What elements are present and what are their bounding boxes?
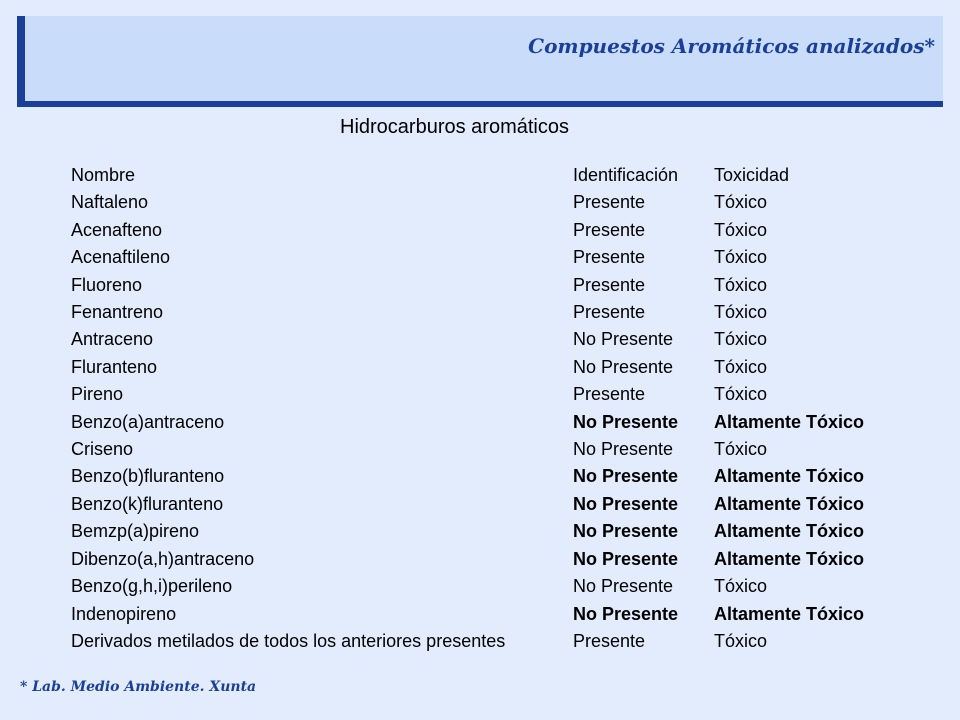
toxicity-cell: Tóxico: [714, 192, 768, 213]
identification-cell: No Presente: [573, 521, 679, 542]
column-header-toxicity: Toxicidad: [714, 165, 790, 185]
identification-cell: Presente: [573, 384, 646, 405]
compound-name-cell: Fluoreno: [71, 274, 143, 295]
toxicity-cell: Tóxico: [714, 439, 768, 460]
toxicity-cell: Altamente Tóxico: [714, 411, 865, 432]
table-row: [68, 409, 894, 436]
compound-name-cell: Fenantreno: [71, 302, 164, 323]
compound-name-cell: Indenopireno: [71, 603, 177, 624]
identification-cell: Presente: [573, 630, 646, 651]
toxicity-cell: Tóxico: [714, 384, 768, 405]
compound-name-cell: Acenafteno: [71, 219, 163, 240]
toxicity-cell: Tóxico: [714, 302, 768, 323]
header-banner: [17, 16, 943, 107]
section-subtitle: Hidrocarburos aromáticos: [340, 116, 569, 138]
toxicity-cell: Altamente Tóxico: [714, 466, 865, 487]
table-row: [68, 518, 894, 545]
column-header-identification: Identificación: [573, 165, 679, 185]
identification-cell: No Presente: [573, 329, 674, 350]
table-row: [68, 217, 894, 244]
identification-cell: No Presente: [573, 493, 679, 514]
identification-cell: No Presente: [573, 439, 674, 460]
toxicity-cell: Altamente Tóxico: [714, 548, 865, 569]
toxicity-cell: Tóxico: [714, 356, 768, 377]
compound-name-cell: Criseno: [71, 439, 134, 460]
compound-name-cell: Benzo(k)fluranteno: [71, 493, 224, 514]
table-row: [68, 436, 894, 463]
table-row: [68, 272, 894, 299]
compound-name-cell: Derivados metilados de todos los anteriores presentes: [71, 630, 506, 651]
identification-cell: No Presente: [573, 411, 679, 432]
table-row: [68, 299, 894, 326]
table-row: [68, 601, 894, 628]
compound-name-cell: Dibenzo(a,h)antraceno: [71, 548, 255, 569]
table-row: [68, 326, 894, 353]
toxicity-cell: Altamente Tóxico: [714, 493, 865, 514]
compound-name-cell: Fluranteno: [71, 356, 158, 377]
toxicity-cell: Tóxico: [714, 329, 768, 350]
toxicity-cell: Tóxico: [714, 219, 768, 240]
toxicity-cell: Tóxico: [714, 630, 768, 651]
table-row: [68, 573, 894, 600]
identification-cell: No Presente: [573, 466, 679, 487]
identification-cell: Presente: [573, 302, 646, 323]
toxicity-cell: Altamente Tóxico: [714, 521, 865, 542]
compound-name-cell: Acenaftileno: [71, 247, 171, 268]
toxicity-cell: Tóxico: [714, 247, 768, 268]
identification-cell: No Presente: [573, 603, 679, 624]
toxicity-cell: Tóxico: [714, 576, 768, 597]
table-header-row: [68, 162, 894, 189]
compound-name-cell: Benzo(b)fluranteno: [71, 466, 225, 487]
toxicity-cell: Altamente Tóxico: [714, 603, 865, 624]
identification-cell: No Presente: [573, 356, 674, 377]
compound-name-cell: Benzo(a)antraceno: [71, 411, 225, 432]
toxicity-cell: Tóxico: [714, 274, 768, 295]
identification-cell: No Presente: [573, 548, 679, 569]
table-row: [68, 189, 894, 216]
table-row: [68, 491, 894, 518]
column-header-name: Nombre: [71, 165, 136, 185]
identification-cell: Presente: [573, 274, 646, 295]
table-row: [68, 354, 894, 381]
table-row: [68, 463, 894, 490]
compounds-table: [68, 162, 894, 655]
table-row: [68, 546, 894, 573]
slide-title: Compuestos Aromáticos analizados*: [528, 34, 935, 58]
identification-cell: Presente: [573, 247, 646, 268]
compound-name-cell: Antraceno: [71, 329, 154, 350]
source-footnote: * Lab. Medio Ambiente. Xunta: [20, 679, 257, 695]
table-row: [68, 244, 894, 271]
compound-name-cell: Naftaleno: [71, 192, 149, 213]
identification-cell: Presente: [573, 192, 646, 213]
compound-name-cell: Pireno: [71, 384, 124, 405]
table-row: [68, 381, 894, 408]
identification-cell: No Presente: [573, 576, 674, 597]
table-row: [68, 628, 894, 655]
compound-name-cell: Bemzp(a)pireno: [71, 521, 200, 542]
compound-name-cell: Benzo(g,h,i)perileno: [71, 576, 233, 597]
identification-cell: Presente: [573, 219, 646, 240]
